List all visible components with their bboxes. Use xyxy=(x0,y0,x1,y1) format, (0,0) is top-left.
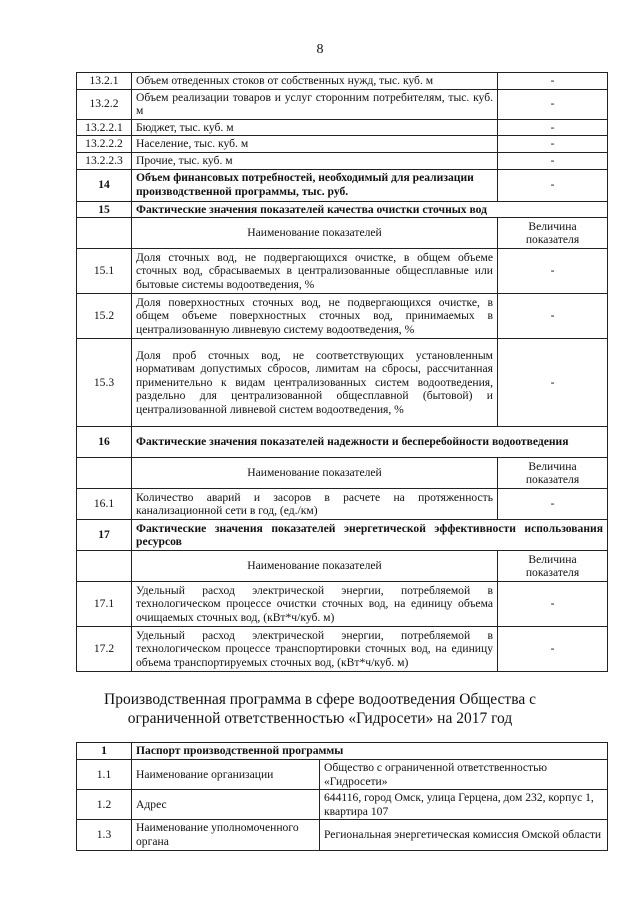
column-header-row xyxy=(77,458,608,489)
row-number: 15.1 xyxy=(77,249,132,294)
row-number: 13.2.2 xyxy=(77,89,132,119)
row-label: Доля проб сточных вод, не соответствующих установленным нормативам допустимых сбросов, лимитам на сбросы, рассчитанная применительно к видам централизованных систем водоотведения, раздельно для централизованной общесплавной (бытовой) и централизованной ливневой систем водоотведения, % xyxy=(132,339,498,427)
row-label: Адрес xyxy=(132,790,320,820)
section-header-row xyxy=(77,427,608,458)
row-value: - xyxy=(498,73,608,90)
row-label: Доля сточных вод, не подвергающихся очистке, в общем объеме сточных вод, сбрасываемых в централизованные общесплавные или бытовые системы водоотведения, % xyxy=(132,249,498,294)
row-number: 1.2 xyxy=(77,790,132,820)
row-label: Количество аварий и засоров в расчете на протяженность канализационной сети в год, (ед./км) xyxy=(132,489,498,520)
row-number: 16.1 xyxy=(77,489,132,520)
row-label: Наименование организации xyxy=(132,760,320,790)
row-label: Прочие, тыс. куб. м xyxy=(132,152,498,169)
table-row xyxy=(77,760,608,790)
row-value: - xyxy=(498,169,608,201)
row-value: - xyxy=(498,339,608,427)
program-heading-line-2: ограниченной ответственностью «Гидросети» на 2017 год xyxy=(127,710,513,727)
table-row xyxy=(77,249,608,294)
section-title: Фактические значения показателей энергетической эффективности использования ресурсов xyxy=(132,520,608,551)
empty-cell xyxy=(77,551,132,582)
table-row xyxy=(77,489,608,520)
row-number: 15.3 xyxy=(77,339,132,427)
row-number: 15.2 xyxy=(77,294,132,339)
section-number: 15 xyxy=(77,201,132,218)
column-header-row xyxy=(77,551,608,582)
column-header-row xyxy=(77,218,608,249)
row-number: 13.2.2.2 xyxy=(77,136,132,153)
column-header-name: Наименование показателей xyxy=(132,218,498,249)
table-row xyxy=(77,339,608,427)
row-label: Объем реализации товаров и услуг сторонним потребителям, тыс. куб. м xyxy=(132,89,498,119)
row-label: Объем отведенных стоков от собственных нужд, тыс. куб. м xyxy=(132,73,498,90)
section-title: Паспорт производственной программы xyxy=(132,743,608,760)
section-title: Фактические значения показателей качества очистки сточных вод xyxy=(132,201,608,218)
table-row xyxy=(77,790,608,820)
row-value: - xyxy=(498,119,608,136)
table-row xyxy=(77,627,608,672)
row-label: Доля поверхностных сточных вод, не подвергающихся очистке, в общем объеме поверхностных сточных вод, принимаемых в централизованную ливневую систему водоотведения, % xyxy=(132,294,498,339)
row-value: - xyxy=(498,294,608,339)
row-value: - xyxy=(498,627,608,672)
column-header-name: Наименование показателей xyxy=(132,458,498,489)
row-value: 644116, город Омск, улица Герцена, дом 232, корпус 1, квартира 107 xyxy=(320,790,608,820)
section-number: 17 xyxy=(77,520,132,551)
table-row xyxy=(77,73,608,90)
program-heading-line-1: Производственная программа в сфере водоотведения Общества с xyxy=(104,691,536,708)
table-row xyxy=(77,89,608,119)
row-number: 14 xyxy=(77,169,132,201)
row-number: 17.1 xyxy=(77,582,132,627)
row-label: Наименование уполномоченного органа xyxy=(132,820,320,850)
table-row xyxy=(77,294,608,339)
indicators-table xyxy=(76,72,608,672)
row-number: 1.1 xyxy=(77,760,132,790)
section-header-row xyxy=(77,743,608,760)
row-label: Удельный расход электрической энергии, потребляемой в технологическом процессе очистки сточных вод, на единицу объема очищаемых сточных вод, (кВт*ч/куб. м) xyxy=(132,582,498,627)
table-row xyxy=(77,119,608,136)
row-value: - xyxy=(498,152,608,169)
table-row xyxy=(77,152,608,169)
row-label: Объем финансовых потребностей, необходимый для реализации производственной программы, тыс. руб. xyxy=(132,169,498,201)
row-value: - xyxy=(498,89,608,119)
row-label: Удельный расход электрической энергии, потребляемой в технологическом процессе транспортировки сточных вод, на единицу объема транспортируемых сточных вод, (кВт*ч/куб. м) xyxy=(132,627,498,672)
column-header-value: Величина показателя xyxy=(498,218,608,249)
page-number: 8 xyxy=(316,42,324,57)
section-title: Фактические значения показателей надежности и бесперебойности водоотведения xyxy=(132,427,608,458)
row-number: 1.3 xyxy=(77,820,132,850)
row-number: 13.2.2.1 xyxy=(77,119,132,136)
row-value: Региональная энергетическая комиссия Омской области xyxy=(320,820,608,850)
column-header-value: Величина показателя xyxy=(498,458,608,489)
section-number: 16 xyxy=(77,427,132,458)
row-number: 17.2 xyxy=(77,627,132,672)
row-label: Бюджет, тыс. куб. м xyxy=(132,119,498,136)
empty-cell xyxy=(77,458,132,489)
section-header-row xyxy=(77,201,608,218)
table-row xyxy=(77,820,608,850)
section-number: 1 xyxy=(77,743,132,760)
row-value: Общество с ограниченной ответственностью «Гидросети» xyxy=(320,760,608,790)
row-value: - xyxy=(498,582,608,627)
program-heading xyxy=(0,690,640,728)
section-header-row xyxy=(77,520,608,551)
table-row xyxy=(77,169,608,201)
row-number: 13.2.1 xyxy=(77,73,132,90)
row-number: 13.2.2.3 xyxy=(77,152,132,169)
empty-cell xyxy=(77,218,132,249)
row-value: - xyxy=(498,489,608,520)
table-row xyxy=(77,136,608,153)
passport-table xyxy=(76,742,608,851)
column-header-value: Величина показателя xyxy=(498,551,608,582)
table-row xyxy=(77,582,608,627)
row-value: - xyxy=(498,249,608,294)
row-label: Население, тыс. куб. м xyxy=(132,136,498,153)
row-value: - xyxy=(498,136,608,153)
column-header-name: Наименование показателей xyxy=(132,551,498,582)
